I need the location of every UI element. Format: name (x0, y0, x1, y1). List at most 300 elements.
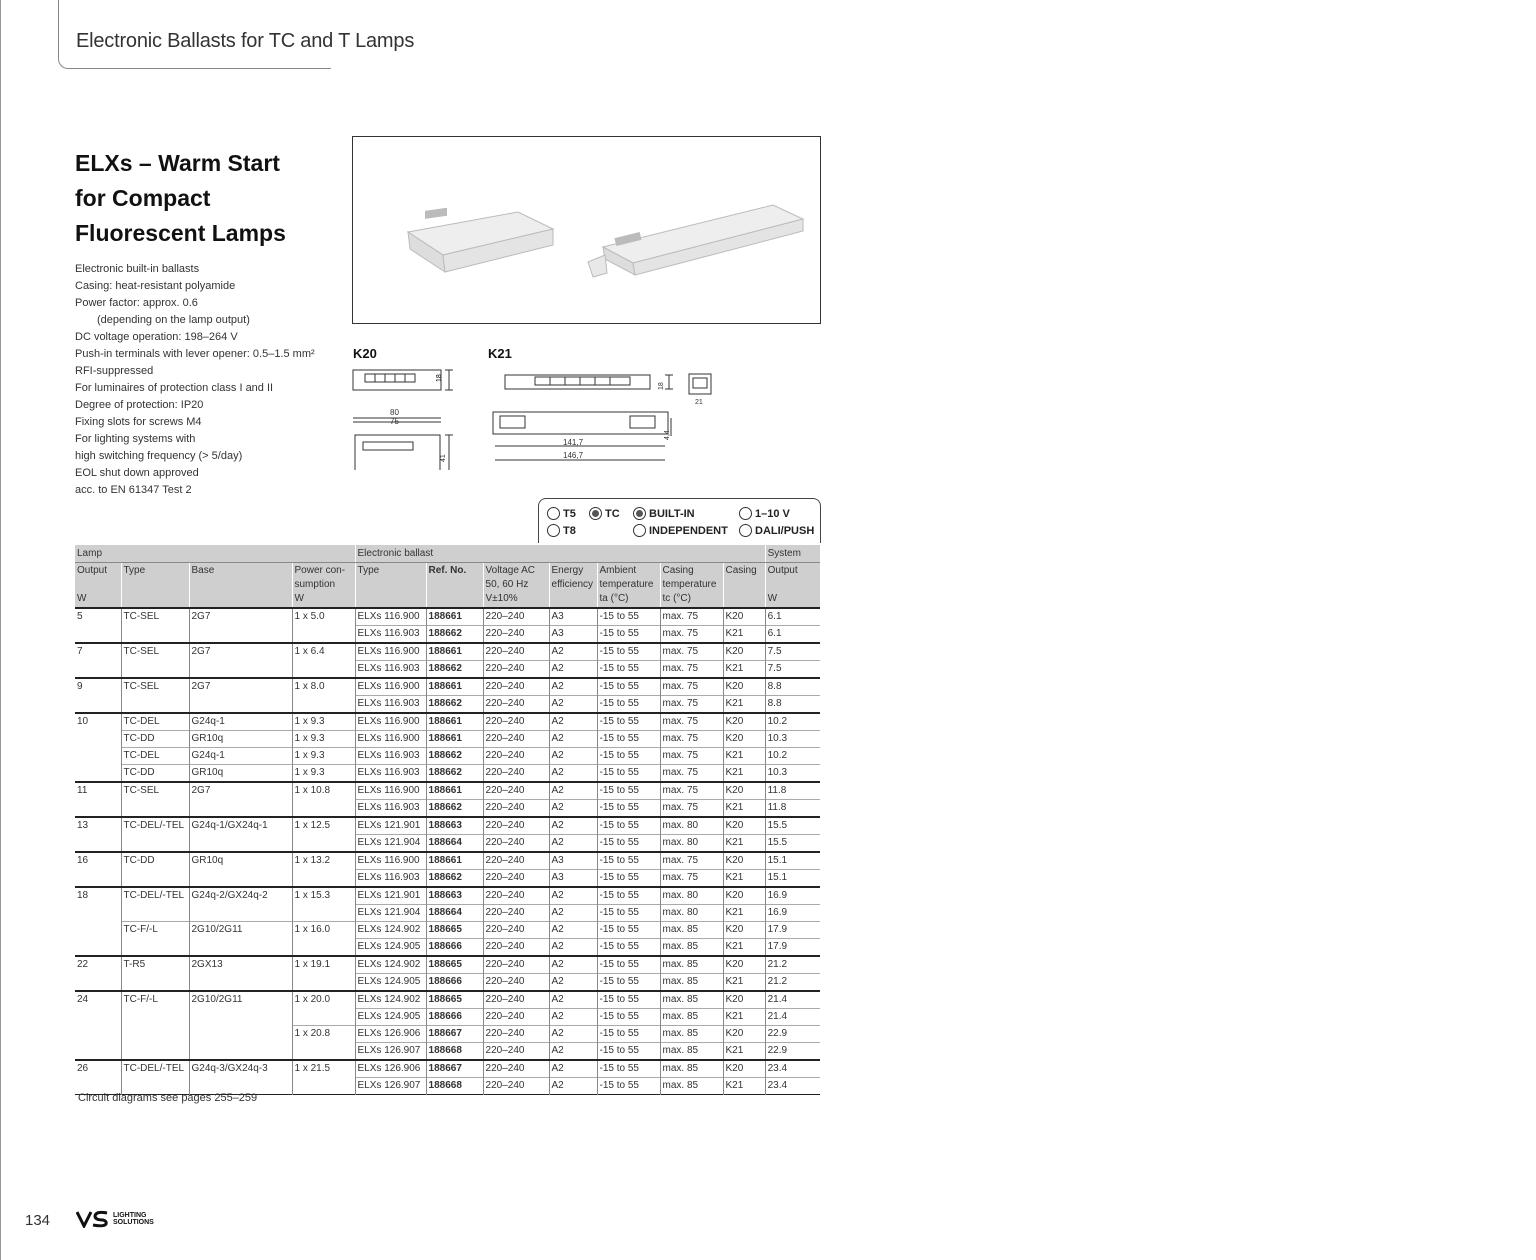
col-casing-temp-cell: max. 75 (660, 852, 723, 870)
group-header-lamp: Lamp (75, 545, 355, 563)
col-energy-efficiency-cell: A2 (549, 678, 597, 696)
col-ballast-type-cell: ELXs 124.902 (355, 956, 426, 974)
col-ambient-temp-cell: -15 to 55 (597, 817, 660, 835)
col-lamp-output-cell: 24 (77, 994, 89, 1006)
col-lamp-type-cell: TC-SEL (121, 782, 189, 800)
col-lamp-output-cell: 22 (77, 959, 89, 971)
col-base-cell (189, 661, 292, 679)
col-energy-efficiency-cell: A2 (549, 661, 597, 679)
feature-item: Power factor: approx. 0.6 (75, 297, 198, 309)
col-ref-no-cell: 188661 (426, 713, 483, 731)
output-group (75, 956, 820, 991)
col-power-consumption-cell: 1 x 16.0 (292, 922, 355, 939)
col-power-consumption-cell: 1 x 13.2 (292, 852, 355, 870)
col-ref-no-cell: 188666 (426, 1009, 483, 1026)
col-casing-cell: K21 (723, 1043, 765, 1061)
col-power-consumption-cell: 1 x 9.3 (292, 731, 355, 748)
col-ballast-type-cell: ELXs 124.902 (355, 991, 426, 1009)
col-energy-efficiency-cell: A2 (549, 748, 597, 765)
col-lamp-output-cell (75, 696, 121, 714)
col-power-consumption-cell (292, 626, 355, 644)
col-casing-temp-cell: max. 85 (660, 1009, 723, 1026)
table-row (75, 1026, 820, 1043)
col-lamp-type-cell (121, 974, 189, 992)
col-system-output-cell: 6.1 (765, 626, 820, 644)
col-ref-no-cell: 188668 (426, 1078, 483, 1095)
col-energy-efficiency-cell: A2 (549, 1026, 597, 1043)
col-energy-efficiency-cell: A3 (549, 608, 597, 626)
feature-item: Degree of protection: IP20 (75, 399, 204, 411)
col-base-cell: 2G7 (189, 782, 292, 800)
col-ambient-temp-cell: -15 to 55 (597, 835, 660, 853)
col-ref-no-cell: 188665 (426, 991, 483, 1009)
col-power-consumption-cell (292, 696, 355, 714)
col-ballast-type-cell: ELXs 116.903 (355, 800, 426, 818)
col-ballast-type-cell: ELXs 116.903 (355, 626, 426, 644)
col-power-consumption-cell (292, 939, 355, 957)
col-lamp-type-header: Type (121, 563, 189, 609)
col-base-cell (189, 800, 292, 818)
col-lamp-output-header: Output W (75, 563, 121, 609)
col-energy-efficiency-cell: A3 (549, 852, 597, 870)
feature-item: Push-in terminals with lever opener: 0.5–1.5 mm² (75, 348, 315, 360)
table-row (75, 696, 820, 714)
k21-outer-length: 146,7 (563, 451, 584, 460)
col-lamp-output-cell (75, 748, 121, 765)
col-base-cell (189, 1009, 292, 1026)
col-voltage-cell: 220–240 (483, 626, 549, 644)
col-ref-no-header: Ref. No. (426, 563, 483, 609)
col-casing-cell: K20 (723, 713, 765, 731)
col-voltage-cell: 220–240 (483, 1043, 549, 1061)
col-lamp-type-cell (121, 835, 189, 853)
col-ballast-type-cell: ELXs 116.903 (355, 661, 426, 679)
col-lamp-type-cell (121, 696, 189, 714)
col-voltage-cell: 220–240 (483, 939, 549, 957)
col-ambient-temp-cell: -15 to 55 (597, 991, 660, 1009)
col-energy-efficiency-cell: A2 (549, 974, 597, 992)
col-lamp-type-cell: TC-F/-L (121, 991, 189, 1009)
col-power-consumption-cell: 1 x 20.8 (292, 1026, 355, 1043)
col-voltage-cell: 220–240 (483, 1060, 549, 1078)
radio-on-icon (633, 507, 646, 520)
table-row (75, 922, 820, 939)
table-row (75, 1060, 820, 1078)
legend-tc: TC (589, 507, 620, 520)
table-row (75, 608, 820, 626)
col-casing-temp-cell: max. 75 (660, 643, 723, 661)
col-casing-temp-cell: max. 75 (660, 765, 723, 783)
col-system-output-cell: 10.3 (765, 731, 820, 748)
output-group (75, 991, 820, 1060)
k20-outer-width: 80 (390, 408, 399, 417)
col-system-output-cell: 10.2 (765, 713, 820, 731)
dimension-drawings (345, 360, 725, 470)
col-casing-cell: K20 (723, 731, 765, 748)
col-casing-temp-cell: max. 85 (660, 1078, 723, 1095)
table-row (75, 731, 820, 748)
table-row (75, 626, 820, 644)
col-voltage-cell: 220–240 (483, 696, 549, 714)
col-lamp-output-cell: 26 (77, 1063, 89, 1075)
col-base-header: Base (189, 563, 292, 609)
group-header-ballast: Electronic ballast (355, 545, 765, 563)
col-power-consumption-cell: 1 x 10.8 (292, 782, 355, 800)
feature-item: (depending on the lamp output) (97, 314, 250, 326)
col-energy-efficiency-cell: A2 (549, 643, 597, 661)
output-group (75, 643, 820, 678)
col-lamp-type-cell: TC-SEL (121, 608, 189, 626)
col-voltage-cell: 220–240 (483, 922, 549, 939)
feature-item: Electronic built-in ballasts (75, 263, 200, 275)
col-base-cell: 2G7 (189, 678, 292, 696)
col-casing-cell: K20 (723, 608, 765, 626)
col-voltage-cell: 220–240 (483, 870, 549, 888)
col-voltage-cell: 220–240 (483, 991, 549, 1009)
col-casing-cell: K21 (723, 696, 765, 714)
col-ambient-temp-header: Ambient temperature ta (°C) (597, 563, 660, 609)
col-ballast-type-cell: ELXs 124.902 (355, 922, 426, 939)
col-lamp-output-cell: 10 (77, 716, 89, 728)
col-system-output-cell: 17.9 (765, 922, 820, 939)
legend-independent: INDEPENDENT (633, 524, 728, 537)
col-ref-no-cell: 188663 (426, 887, 483, 905)
col-energy-efficiency-cell: A3 (549, 870, 597, 888)
col-casing-cell: K20 (723, 991, 765, 1009)
col-energy-efficiency-cell: A2 (549, 887, 597, 905)
col-system-output-header: Output W (765, 563, 820, 609)
col-system-output-cell: 16.9 (765, 905, 820, 922)
col-system-output-cell: 16.9 (765, 887, 820, 905)
col-base-cell: GR10q (189, 731, 292, 748)
col-ambient-temp-cell: -15 to 55 (597, 678, 660, 696)
output-group (75, 608, 820, 643)
col-base-cell: 2GX13 (189, 956, 292, 974)
col-lamp-output-cell (75, 800, 121, 818)
k20-height-dim: 18 (436, 374, 443, 382)
col-ambient-temp-cell: -15 to 55 (597, 782, 660, 800)
col-casing-cell: K21 (723, 661, 765, 679)
col-ballast-type-cell: ELXs 116.900 (355, 643, 426, 661)
col-system-output-cell: 23.4 (765, 1078, 820, 1095)
col-base-cell (189, 626, 292, 644)
col-base-cell (189, 974, 292, 992)
k21-side-dim: 21 (695, 399, 703, 406)
col-lamp-type-cell: TC-SEL (121, 678, 189, 696)
col-casing-cell: K20 (723, 852, 765, 870)
col-system-output-cell: 11.8 (765, 782, 820, 800)
col-casing-temp-cell: max. 80 (660, 817, 723, 835)
col-ballast-type-cell: ELXs 116.903 (355, 696, 426, 714)
col-voltage-cell: 220–240 (483, 974, 549, 992)
col-voltage-cell: 220–240 (483, 748, 549, 765)
col-voltage-cell: 220–240 (483, 765, 549, 783)
col-energy-efficiency-cell: A3 (549, 626, 597, 644)
output-group (75, 817, 820, 852)
col-lamp-output-cell: 5 (77, 611, 83, 623)
col-system-output-cell: 21.4 (765, 991, 820, 1009)
col-ballast-type-cell: ELXs 124.905 (355, 974, 426, 992)
col-lamp-type-cell: TC-DEL (121, 748, 189, 765)
feature-item: DC voltage operation: 198–264 V (75, 331, 238, 343)
col-energy-efficiency-cell: A2 (549, 956, 597, 974)
col-casing-cell: K20 (723, 887, 765, 905)
col-system-output-cell: 11.8 (765, 800, 820, 818)
col-casing-cell: K21 (723, 626, 765, 644)
col-lamp-output-cell (75, 1009, 121, 1026)
col-casing-cell: K21 (723, 974, 765, 992)
col-lamp-type-cell (121, 626, 189, 644)
col-casing-cell: K21 (723, 765, 765, 783)
col-energy-efficiency-cell: A2 (549, 1060, 597, 1078)
col-lamp-output-cell (75, 626, 121, 644)
col-voltage-cell: 220–240 (483, 713, 549, 731)
feature-item: EOL shut down approved (75, 467, 199, 479)
feature-item: Casing: heat-resistant polyamide (75, 280, 236, 292)
col-ref-no-cell: 188661 (426, 643, 483, 661)
table-row (75, 905, 820, 922)
col-ref-no-cell: 188662 (426, 800, 483, 818)
product-title-line: for Compact (75, 185, 211, 211)
col-voltage-cell: 220–240 (483, 731, 549, 748)
col-power-consumption-header: Power con- sumption W (292, 563, 355, 609)
col-energy-efficiency-cell: A2 (549, 835, 597, 853)
col-ref-no-cell: 188664 (426, 905, 483, 922)
output-group (75, 852, 820, 887)
col-ref-no-cell: 188662 (426, 765, 483, 783)
col-base-cell: 2G10/2G11 (189, 991, 292, 1009)
col-power-consumption-cell (292, 1043, 355, 1061)
col-casing-cell: K21 (723, 748, 765, 765)
col-casing-temp-cell: max. 85 (660, 991, 723, 1009)
output-group (75, 887, 820, 956)
col-ref-no-cell: 188664 (426, 835, 483, 853)
col-lamp-output-cell (75, 1026, 121, 1043)
col-power-consumption-cell: 1 x 9.3 (292, 713, 355, 731)
col-ambient-temp-cell: -15 to 55 (597, 800, 660, 818)
col-system-output-cell: 7.5 (765, 661, 820, 679)
col-power-consumption-cell: 1 x 8.0 (292, 678, 355, 696)
col-ambient-temp-cell: -15 to 55 (597, 713, 660, 731)
col-base-cell (189, 696, 292, 714)
col-ballast-type-cell: ELXs 121.904 (355, 835, 426, 853)
col-base-cell: GR10q (189, 765, 292, 783)
col-base-cell: G24q-1/GX24q-1 (189, 817, 292, 835)
col-ambient-temp-cell: -15 to 55 (597, 1078, 660, 1095)
k20-inner-width: 75 (390, 417, 399, 426)
radio-off-icon (547, 507, 560, 520)
col-ref-no-cell: 188661 (426, 731, 483, 748)
k21-small-dim: 4,4 (664, 430, 671, 440)
col-system-output-cell: 21.2 (765, 974, 820, 992)
col-casing-cell: K21 (723, 870, 765, 888)
col-energy-efficiency-cell: A2 (549, 782, 597, 800)
col-system-output-cell: 22.9 (765, 1043, 820, 1061)
col-lamp-type-cell: TC-DD (121, 731, 189, 748)
col-ballast-type-cell: ELXs 116.900 (355, 782, 426, 800)
legend-dali-push: DALI/PUSH (739, 524, 814, 537)
col-power-consumption-cell (292, 1009, 355, 1026)
col-base-cell: 2G7 (189, 643, 292, 661)
col-ref-no-cell: 188662 (426, 661, 483, 679)
col-lamp-output-cell (75, 905, 121, 922)
col-casing-temp-cell: max. 85 (660, 956, 723, 974)
col-lamp-output-cell (75, 731, 121, 748)
col-power-consumption-cell: 1 x 5.0 (292, 608, 355, 626)
col-ref-no-cell: 188665 (426, 956, 483, 974)
col-ref-no-cell: 188665 (426, 922, 483, 939)
col-lamp-output-cell: 11 (77, 785, 88, 797)
col-lamp-output-cell: 16 (77, 855, 89, 867)
col-casing-temp-cell: max. 80 (660, 905, 723, 922)
col-lamp-type-cell (121, 800, 189, 818)
table-row (75, 643, 820, 661)
col-casing-temp-header: Casing temperature tc (°C) (660, 563, 723, 609)
col-lamp-type-cell (121, 1026, 189, 1043)
col-lamp-output-cell: 7 (77, 646, 83, 658)
col-voltage-cell: 220–240 (483, 782, 549, 800)
page-header-title: Electronic Ballasts for TC and T Lamps (76, 30, 415, 52)
col-voltage-cell: 220–240 (483, 643, 549, 661)
col-power-consumption-cell (292, 870, 355, 888)
col-lamp-type-cell: TC-SEL (121, 643, 189, 661)
legend-t5: T5 (547, 507, 576, 520)
table-row (75, 765, 820, 783)
col-ref-no-cell: 188662 (426, 626, 483, 644)
col-voltage-cell: 220–240 (483, 1078, 549, 1095)
col-energy-efficiency-cell: A2 (549, 800, 597, 818)
feature-item: RFI-suppressed (75, 365, 154, 377)
col-voltage-cell: 220–240 (483, 678, 549, 696)
col-power-consumption-cell: 1 x 9.3 (292, 765, 355, 783)
col-voltage-cell: 220–240 (483, 800, 549, 818)
col-voltage-cell: 220–240 (483, 1009, 549, 1026)
col-energy-efficiency-cell: A2 (549, 991, 597, 1009)
col-ballast-type-cell: ELXs 121.901 (355, 817, 426, 835)
col-system-output-cell: 8.8 (765, 696, 820, 714)
col-ballast-type-cell: ELXs 116.900 (355, 678, 426, 696)
logo-text: LIGHTING SOLUTIONS (113, 1212, 154, 1226)
col-power-consumption-cell: 1 x 20.0 (292, 991, 355, 1009)
col-power-consumption-cell (292, 800, 355, 818)
col-casing-cell: K20 (723, 1026, 765, 1043)
col-ambient-temp-cell: -15 to 55 (597, 608, 660, 626)
col-casing-temp-cell: max. 80 (660, 835, 723, 853)
col-system-output-cell: 10.2 (765, 748, 820, 765)
col-energy-efficiency-cell: A2 (549, 922, 597, 939)
vs-logo-icon (76, 1210, 110, 1228)
col-voltage-cell: 220–240 (483, 835, 549, 853)
col-energy-efficiency-cell: A2 (549, 939, 597, 957)
radio-on-icon (589, 507, 602, 520)
col-casing-cell: K21 (723, 1078, 765, 1095)
col-energy-efficiency-header: Energy efficiency (549, 563, 597, 609)
col-system-output-cell: 21.4 (765, 1009, 820, 1026)
col-lamp-output-cell: 13 (77, 820, 89, 832)
product-title (75, 146, 286, 251)
col-casing-temp-cell: max. 75 (660, 661, 723, 679)
col-base-cell: G24q-2/GX24q-2 (189, 887, 292, 905)
col-ballast-type-header: Type (355, 563, 426, 609)
col-energy-efficiency-cell: A2 (549, 1009, 597, 1026)
radio-off-icon (739, 524, 752, 537)
col-system-output-cell: 15.5 (765, 835, 820, 853)
column-header-row (75, 563, 820, 609)
col-ambient-temp-cell: -15 to 55 (597, 1043, 660, 1061)
col-power-consumption-cell (292, 661, 355, 679)
col-casing-temp-cell: max. 85 (660, 1043, 723, 1061)
col-lamp-type-cell: TC-DEL/-TEL (121, 1060, 189, 1078)
col-lamp-type-cell (121, 870, 189, 888)
col-casing-temp-cell: max. 85 (660, 1026, 723, 1043)
col-system-output-cell: 6.1 (765, 608, 820, 626)
col-ambient-temp-cell: -15 to 55 (597, 956, 660, 974)
table-row (75, 817, 820, 835)
circuit-diagram-note: Circuit diagrams see pages 255–259 (78, 1092, 258, 1104)
feature-item: For lighting systems with (75, 433, 196, 445)
col-casing-temp-cell: max. 85 (660, 974, 723, 992)
col-lamp-type-cell: TC-DEL (121, 713, 189, 731)
radio-off-icon (547, 524, 560, 537)
col-casing-temp-cell: max. 85 (660, 939, 723, 957)
col-ambient-temp-cell: -15 to 55 (597, 626, 660, 644)
feature-item: high switching frequency (> 5/day) (75, 450, 243, 462)
table-row (75, 852, 820, 870)
ballast-photo-illustration (353, 137, 820, 323)
col-ambient-temp-cell: -15 to 55 (597, 643, 660, 661)
col-voltage-header: Voltage AC 50, 60 Hz V±10% (483, 563, 549, 609)
col-power-consumption-cell: 1 x 19.1 (292, 956, 355, 974)
table-row (75, 678, 820, 696)
col-ambient-temp-cell: -15 to 55 (597, 696, 660, 714)
col-ref-no-cell: 188661 (426, 782, 483, 800)
col-system-output-cell: 15.1 (765, 870, 820, 888)
col-ref-no-cell: 188661 (426, 852, 483, 870)
col-lamp-type-cell (121, 661, 189, 679)
feature-list (75, 261, 315, 499)
group-header-system: System (765, 545, 820, 563)
col-power-consumption-cell: 1 x 9.3 (292, 748, 355, 765)
col-ballast-type-cell: ELXs 116.903 (355, 870, 426, 888)
radio-off-icon (739, 507, 752, 520)
col-lamp-output-cell (75, 765, 121, 783)
k20-depth-dim: 41 (440, 454, 447, 462)
table-row (75, 939, 820, 957)
col-voltage-cell: 220–240 (483, 661, 549, 679)
col-ambient-temp-cell: -15 to 55 (597, 1009, 660, 1026)
col-ref-no-cell: 188662 (426, 696, 483, 714)
col-lamp-output-cell (75, 1043, 121, 1061)
col-voltage-cell: 220–240 (483, 817, 549, 835)
k20-label: K20 (353, 346, 377, 361)
col-base-cell: 2G7 (189, 608, 292, 626)
col-ambient-temp-cell: -15 to 55 (597, 870, 660, 888)
col-ballast-type-cell: ELXs 116.900 (355, 713, 426, 731)
legend-built-in: BUILT-IN (633, 507, 695, 520)
col-ballast-type-cell: ELXs 124.905 (355, 1009, 426, 1026)
col-casing-temp-cell: max. 85 (660, 1060, 723, 1078)
table-row (75, 713, 820, 731)
col-system-output-cell: 10.3 (765, 765, 820, 783)
col-casing-temp-cell: max. 75 (660, 800, 723, 818)
col-casing-cell: K21 (723, 939, 765, 957)
col-ballast-type-cell: ELXs 126.907 (355, 1043, 426, 1061)
col-ambient-temp-cell: -15 to 55 (597, 731, 660, 748)
radio-off-icon (633, 524, 646, 537)
col-base-cell (189, 870, 292, 888)
col-ambient-temp-cell: -15 to 55 (597, 922, 660, 939)
col-base-cell: G24q-1 (189, 713, 292, 731)
